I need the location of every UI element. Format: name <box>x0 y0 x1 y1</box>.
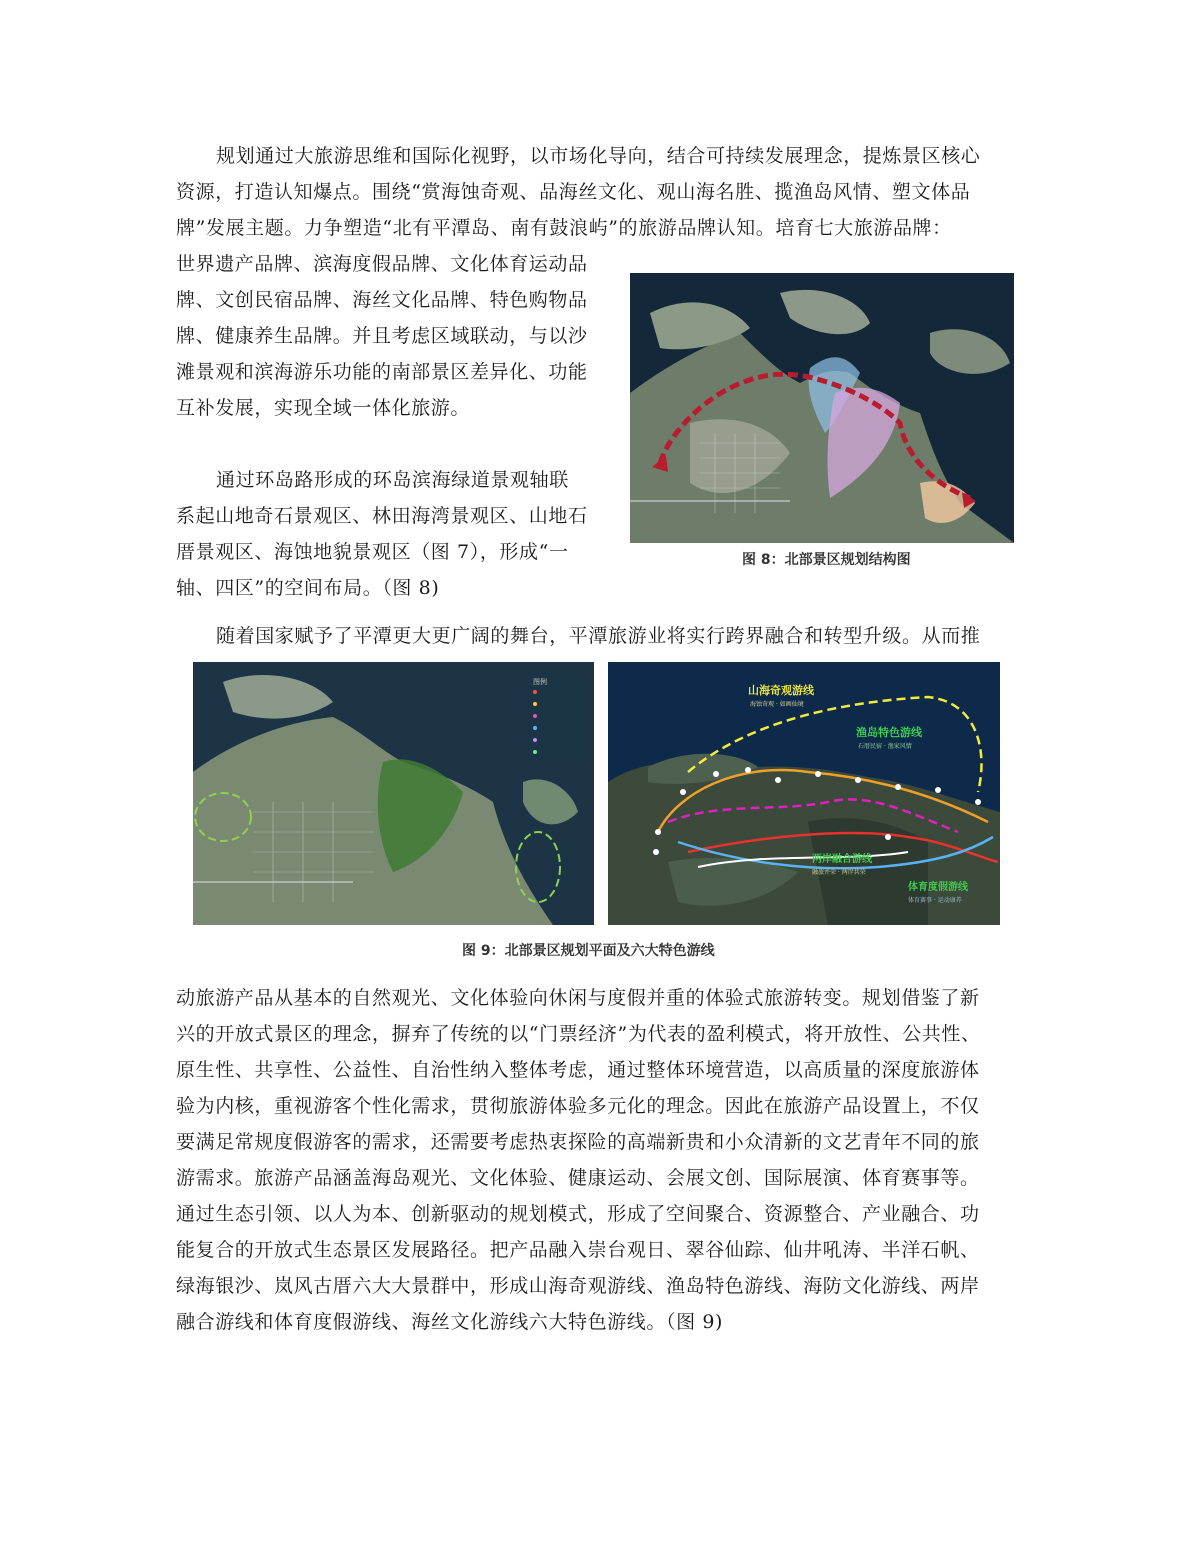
text-line: 验为内核，重视游客个性化需求，贯彻旅游体验多元化的理念。因此在旅游产品设置上，不仅 <box>176 1095 980 1117</box>
text-line: 厝景观区、海蚀地貌景观区（图 7），形成“一 <box>176 541 569 563</box>
route-sublabel-tiyu: 体育赛事 · 运动康养 <box>908 897 962 904</box>
text-line: 资源，打造认知爆点。围绕“赏海蚀奇观、品海丝文化、观山海名胜、揽渔岛风情、塑文体品 <box>176 181 971 203</box>
text-line: 规划通过大旅游思维和国际化视野，以市场化导向，结合可持续发展理念，提炼景区核心 <box>216 145 981 167</box>
text-line: 要满足常规度假游客的需求，还需要考虑热衷探险的高端新贵和小众清新的文艺青年不同的旅 <box>176 1131 980 1153</box>
text-line: 动旅游产品从基本的自然观光、文化体验向休闲与度假并重的体验式旅游转变。规划借鉴了新 <box>176 987 980 1009</box>
text-line: 系起山地奇石景观区、林田海湾景观区、山地石 <box>176 505 588 527</box>
text-line: 牌”发展主题。力争塑造“北有平潭岛、南有鼓浪屿”的旅游品牌认知。培育七大旅游品牌： <box>176 217 952 239</box>
paragraph-tourism-upgrade <box>176 618 1024 654</box>
text-line: 融合游线和体育度假游线、海丝文化游线六大特色游线。（图 9) <box>176 1311 724 1333</box>
paragraph-spatial-layout <box>176 462 616 606</box>
route-sublabel-yudao: 石厝民宿 · 渔家风情 <box>858 743 912 750</box>
text-line: 随着国家赋予了平潭更大更广阔的舞台，平潭旅游业将实行跨界融合和转型升级。从而推 <box>216 625 981 647</box>
text-line: 兴的开放式景区的理念，摒弃了传统的以“门票经济”为代表的盈利模式，将开放性、公共性、 <box>176 1023 981 1045</box>
figure-9-plan-map <box>193 662 594 925</box>
text-line: 滩景观和滨海游乐功能的南部景区差异化、功能 <box>176 361 588 383</box>
text-line: 牌、健康养生品牌。并且考虑区域联动，与以沙 <box>176 325 588 347</box>
paragraph-tourism-products <box>176 980 1024 1340</box>
text-line: 游需求。旅游产品涵盖海岛观光、文化体验、健康运动、会展文创、国际展演、体育赛事等。 <box>176 1167 980 1189</box>
text-line: 轴、四区”的空间布局。（图 8) <box>176 577 440 599</box>
route-label-liangan: 两岸融合游线 <box>812 854 872 865</box>
text-line: 原生性、共享性、公益性、自治性纳入整体考虑，通过整体环境营造，以高质量的深度旅游体 <box>176 1059 980 1081</box>
route-sublabel-liangan: 融旅并荣 · 两岸共荣 <box>812 869 866 876</box>
route-label-shanhai: 山海奇观游线 <box>748 684 814 697</box>
figure-9-caption: 图 9：北部景区规划平面及六大特色游线 <box>462 943 715 959</box>
text-line: 通过环岛路形成的环岛滨海绿道景观轴联 <box>216 469 569 491</box>
text-line: 世界遗产品牌、滨海度假品牌、文化体育运动品 <box>176 253 588 275</box>
text-line: 能复合的开放式生态景区发展路径。把产品融入崇台观日、翠谷仙踪、仙井吼涛、半洋石帆、 <box>176 1239 980 1261</box>
route-label-yudao: 渔岛特色游线 <box>856 726 922 739</box>
figure-8-structure-map <box>630 273 1014 543</box>
plan-map-legend-title: 图例 <box>533 678 547 686</box>
figure-9-routes-map <box>608 662 1000 925</box>
text-line: 互补发展，实现全域一体化旅游。 <box>176 397 471 419</box>
text-line: 绿海银沙、岚风古厝六大大景群中，形成山海奇观游线、渔岛特色游线、海防文化游线、两岸 <box>176 1275 980 1297</box>
figure-8-caption: 图 8：北部景区规划结构图 <box>742 552 911 568</box>
text-line: 通过生态引领、以人为本、创新驱动的规划模式，形成了空间聚合、资源整合、产业融合、功 <box>176 1203 980 1225</box>
route-label-tiyu: 体育度假游线 <box>908 882 968 893</box>
route-sublabel-shanhai: 海蚀奇观 · 如画仙境 <box>750 701 804 708</box>
text-line: 牌、文创民宿品牌、海丝文化品牌、特色购物品 <box>176 289 588 311</box>
